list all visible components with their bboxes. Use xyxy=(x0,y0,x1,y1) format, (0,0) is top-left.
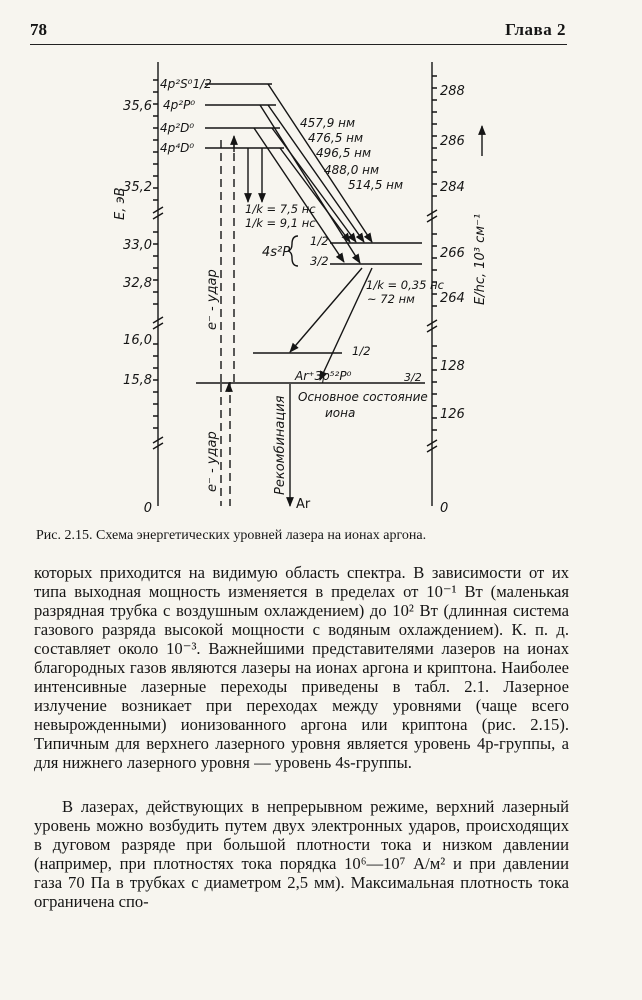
level-label-4p2S: 4p²S⁰1/2 xyxy=(160,77,212,91)
right-tick-label: 284 xyxy=(440,180,465,195)
level-label-4p4D: 4p⁴D⁰ xyxy=(160,141,195,155)
transition-uv-2 xyxy=(320,268,372,380)
sublevel-label: 1/2 xyxy=(310,234,329,248)
figure-caption: Рис. 2.15. Схема энергетических уровней лазера на ионах аргона. xyxy=(36,528,427,543)
lifetime-label: 1/k = 9,1 нс xyxy=(245,216,316,230)
level-half-label: 1/2 xyxy=(352,344,371,358)
transition-uv-1 xyxy=(290,268,362,352)
ground-state-line1: Основное состояние xyxy=(298,390,428,404)
left-tick-label: 15,8 xyxy=(123,373,152,388)
wavelength-label: 514,5 нм xyxy=(348,178,404,192)
wavelength-label: 457,9 нм xyxy=(300,116,356,130)
paragraph-2-text: В лазерах, действующих в непрерывном режиме, верхний лазерный уровень можно возбудить путем двух электронных ударов, происходящих в дуговом разряде при большой плотности тока и низком давлении (например, при плотностях тока порядка 10⁶—10⁷ А/м² и при давлении газа 70 Па в трубках с диаметром 2,5 мм). Максимальная плотность тока ограничена спо- xyxy=(34,797,569,911)
right-tick-label: 286 xyxy=(440,134,465,149)
paragraph-1 xyxy=(34,563,569,772)
left-tick-label: 32,8 xyxy=(123,276,152,291)
left-tick-label: 0 xyxy=(143,501,152,516)
wavelength-label: 496,5 нм xyxy=(316,146,372,160)
right-ticks xyxy=(432,76,437,430)
level-label-4p2D: 4p²D⁰ xyxy=(160,121,195,135)
paragraph-1-text: которых приходится на видимую область спектра. В зависимости от их типа выходная мощность изменяется в пределах от 10⁻¹ Вт (маленькая разрядная трубка с воздушным охлаждением) до 10² Вт (длинная система газового разряда высокой мощности с водяным охлаждением). К. п. д. составляет около 10⁻³. Важнейшими представителями лазеров на ионах благородных газов являются лазеры на ионах аргона и криптона. Наиболее интенсивные лазерные переходы приведены в табл. 2.1. Лазерное излучение возникает при переходах между уровнями (чаще всего невырожденными) ионизованного аргона или криптона (рис. 2.15). Типичным для верхнего лазерного уровня является уровень 4p-группы, а для нижнего лазерного уровня — уровень 4s-группы. xyxy=(34,563,569,772)
left-ticks xyxy=(153,80,158,428)
paragraph-2 xyxy=(34,797,569,911)
left-axis-title: E, эВ xyxy=(113,187,128,220)
lower-group-label: 4s²P xyxy=(262,245,291,260)
recombination-label: Рекомбинация xyxy=(273,395,288,495)
right-axis-title: E/hc, 10³ см⁻¹ xyxy=(473,213,488,305)
right-tick-label: 266 xyxy=(440,246,465,261)
excitation-label-upper: e⁻ - удар xyxy=(205,269,220,330)
wavelength-label: 488,0 нм xyxy=(324,163,380,177)
left-tick-label: 16,0 xyxy=(123,333,152,348)
page-number: 78 xyxy=(30,20,47,39)
right-tick-label: 288 xyxy=(440,84,465,99)
level-label-4p2P: 4p²P⁰ xyxy=(163,98,196,112)
right-tick-label: 126 xyxy=(440,407,465,422)
uv-wavelength-label: ~ 72 нм xyxy=(367,292,415,306)
left-tick-label: 35,6 xyxy=(123,99,152,114)
right-tick-label: 128 xyxy=(440,359,465,374)
sublevel-label: 3/2 xyxy=(310,254,329,268)
left-tick-label: 33,0 xyxy=(123,238,152,253)
atom-label: Ar xyxy=(296,497,311,512)
ion-level-label: Ar⁺3p⁵²P⁰ xyxy=(295,369,352,383)
chapter-title: Глава 2 xyxy=(505,20,566,39)
ground-state-line2: иона xyxy=(325,406,356,420)
left-tick-label: 35,2 xyxy=(123,180,152,195)
ion-level-sub: 3/2 xyxy=(404,371,422,384)
excitation-label-lower: e⁻ - удар xyxy=(205,431,220,492)
right-tick-label: 264 xyxy=(440,291,465,306)
lifetime-lower-label: 1/k = 0,35 нс xyxy=(366,278,444,292)
right-tick-label: 0 xyxy=(440,501,449,516)
wavelength-label: 476,5 нм xyxy=(308,131,364,145)
lifetime-label: 1/k = 7,5 нс xyxy=(245,202,316,216)
